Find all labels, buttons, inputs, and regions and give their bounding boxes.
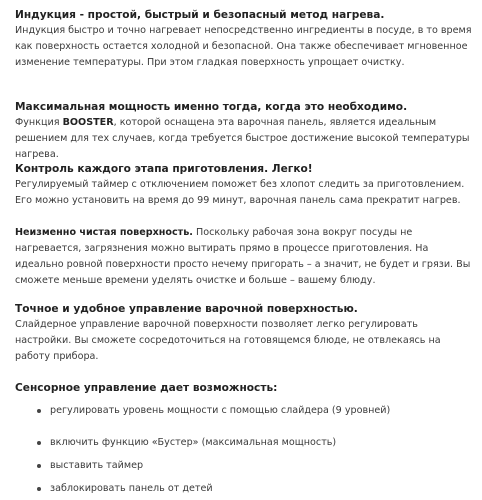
section-control xyxy=(15,302,477,365)
list-item-text: заблокировать панель от детей xyxy=(50,483,213,494)
booster-keyword: BOOSTER xyxy=(62,117,114,128)
section-title: Точное и удобное управление варочной поверхностью. xyxy=(15,303,358,315)
section-booster xyxy=(15,100,477,163)
section-timer xyxy=(15,162,477,209)
bullet-icon xyxy=(37,409,41,413)
section-body xyxy=(15,115,477,163)
section-title: Максимальная мощность именно тогда, когда это необходимо. xyxy=(15,101,408,113)
list-item-text: выставить таймер xyxy=(50,460,144,471)
section-body: Регулируемый таймер с отключением поможет без хлопот следить за приготовлением. Его можно установить на время до 99 минут, варочная панель сама прекратит нагрев. xyxy=(15,179,465,206)
bullet-icon xyxy=(37,464,41,468)
section-body xyxy=(15,225,477,289)
section-body-start: Функция xyxy=(15,117,63,128)
section-clean xyxy=(15,225,477,289)
section-title: Индукция - простой, быстрый и безопасный метод нагрева. xyxy=(15,9,385,21)
list-item-text: регулировать уровень мощности с помощью слайдера (9 уровней) xyxy=(50,405,391,416)
section-body-end: , которой оснащена эта варочная панель, является идеальным решением для тех случаев, когда требуется быстрое достижение высокой температуры нагрева. xyxy=(15,117,470,160)
features-heading: Сенсорное управление дает возможность: xyxy=(15,382,278,394)
features-title xyxy=(15,381,477,396)
list-item-text: включить функцию «Бустер» (максимальная мощность) xyxy=(50,437,337,448)
section-induction xyxy=(15,8,477,71)
section-body-text: Поскольку рабочая зона вокруг посуды не нагревается, загрязнения можно вытирать прямо в процессе приготовления. На идеально ровной поверхности просто нечему пригорать – а значит, не будет и грязи. Вы сможете меньше времени уделять очистке и больше – вашему блюду. xyxy=(15,227,471,286)
bullet-icon xyxy=(37,441,41,445)
features-list xyxy=(15,404,477,500)
section-body: Индукция быстро и точно нагревает непосредственно ингредиенты в посуде, в то время как поверхность остается холодной и безопасной. Она также обеспечивает мгновенное изменение температуры. При этом гладкая поверхность упрощает очистку. xyxy=(15,25,472,68)
section-title: Неизменно чистая поверхность. xyxy=(15,227,193,238)
bullet-icon xyxy=(37,487,41,491)
section-body: Слайдерное управление варочной поверхности позволяет легко регулировать настройки. Вы сможете сосредоточиться на готовящемся блюде, не отвлекаясь на работу прибора. xyxy=(15,319,441,362)
section-title: Контроль каждого этапа приготовления. Легко! xyxy=(15,163,313,175)
